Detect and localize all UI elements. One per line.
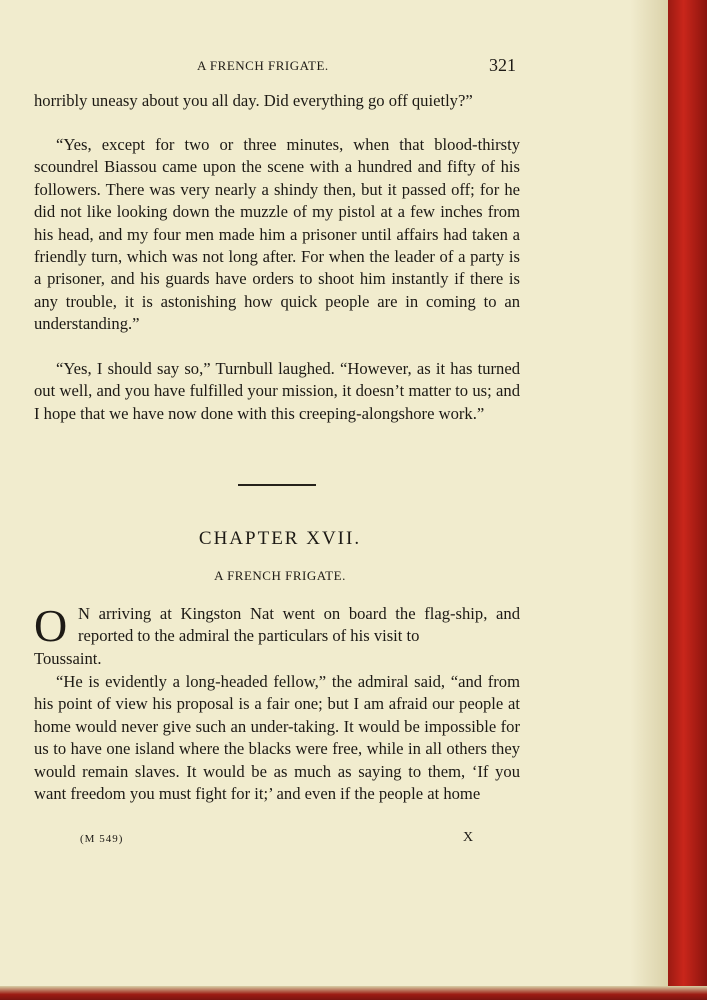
book-bottom-edge xyxy=(0,986,707,1000)
page-number: 321 xyxy=(489,55,516,75)
book-cover-edge xyxy=(668,0,707,1000)
paragraph-end: Toussaint. xyxy=(34,648,102,668)
paragraph: “Yes, I should say so,” Turnbull laughed. “However, as it has turned out well, and you have fulfilled your mission, it doesn’t matter to us; and I hope that we have now done with this creeping-alongshore work.” xyxy=(34,359,520,423)
paragraph: “Yes, except for two or three minutes, when that blood-thirsty scoundrel Biassou came upon the scene with a hundred and fifty of his followers. There was very nearly a shindy then, but it passed off; for he did not like looking down the muzzle of my pistol at a few inches from his head, and my four men made him a prisoner until affairs had taken a friendly turn, which was not long after. For when the leader of a party is a prisoner, and his guards have orders to shoot him instantly if there is any trouble, it is astonishing how quick people are in coming to an understanding.” xyxy=(34,135,520,334)
chapter-opening xyxy=(34,600,520,668)
drop-cap: O xyxy=(34,600,68,651)
chapter-subtitle: A FRENCH FRIGATE. xyxy=(214,568,346,583)
page-gutter-shade xyxy=(630,0,668,992)
section-divider xyxy=(238,484,316,486)
running-header xyxy=(36,56,520,78)
running-title: A FRENCH FRIGATE. xyxy=(197,58,329,73)
paragraph: “He is evidently a long-headed fellow,” the admiral said, “and from his point of view his proposal is a fair one; but I am afraid our people at home would never give such an under-taking. It would be impossible for us to have one island where the blacks were free, while in all others they would remain slaves. It would be as much as saying to them, ‘If you want freedom you must fight for it;’ and even if the people at home xyxy=(34,672,520,804)
paragraph: N arriving at Kingston Nat went on board the flag-ship, and reported to the admiral the particulars of his visit to xyxy=(78,604,520,646)
signature-mark: (M 549) xyxy=(80,833,124,845)
chapter-title: CHAPTER XVII. xyxy=(198,528,362,549)
paragraph: horribly uneasy about you all day. Did everything go off quietly?” xyxy=(34,91,473,110)
signature-letter: X xyxy=(463,830,474,845)
